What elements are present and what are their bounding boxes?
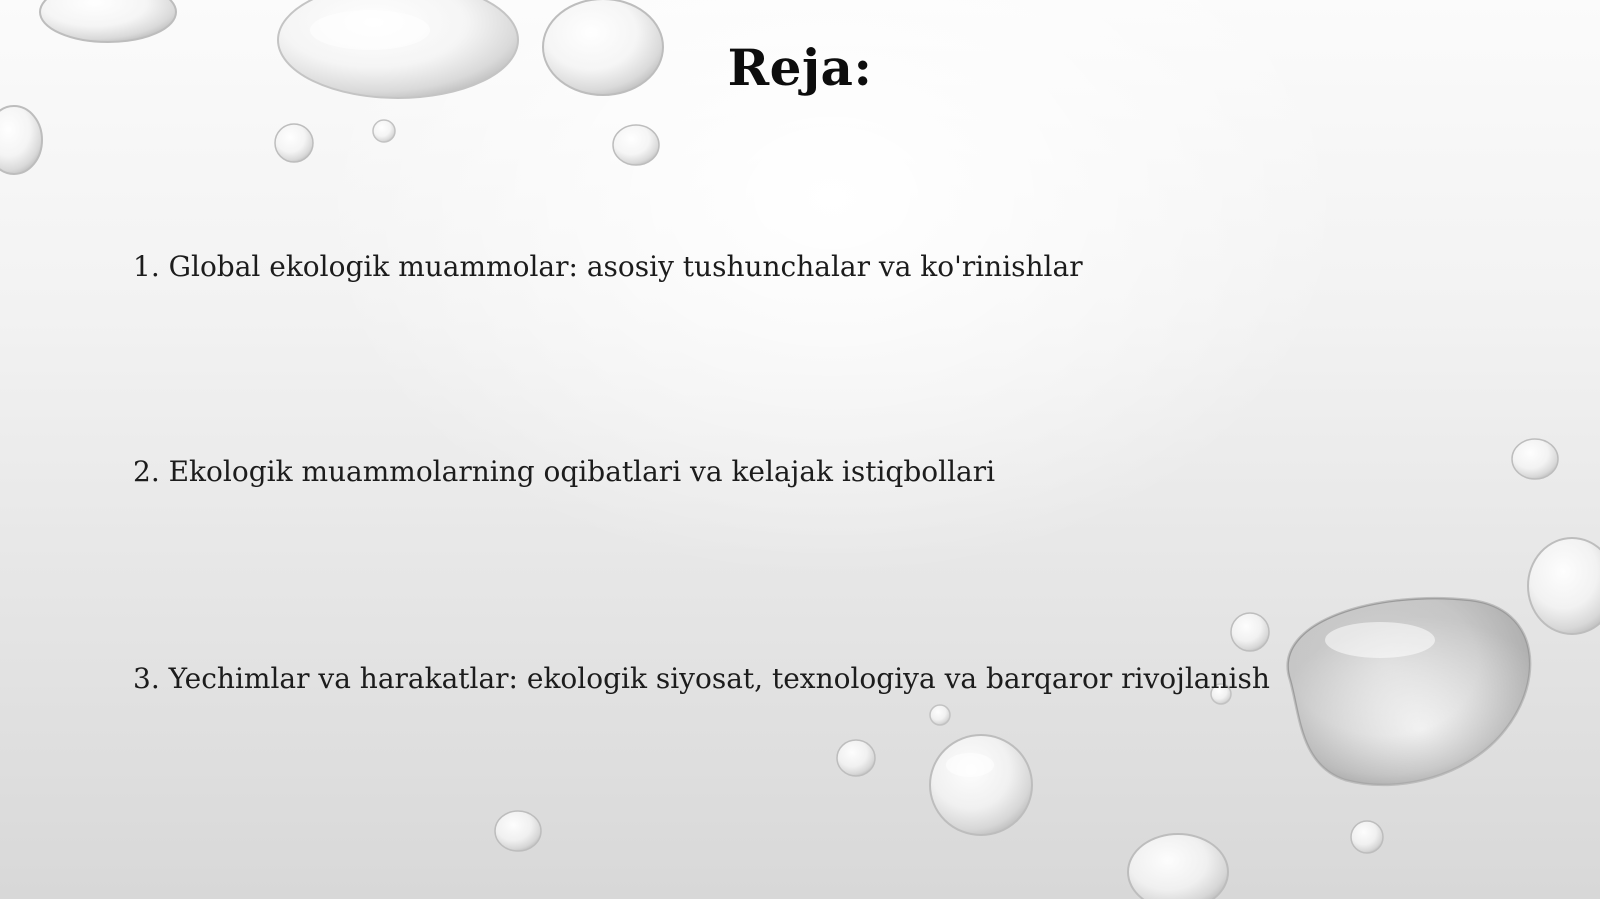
droplet-icon bbox=[495, 811, 541, 851]
droplet-icon bbox=[1528, 538, 1600, 634]
droplet-icon bbox=[1128, 834, 1228, 899]
plan-item-1: 1. Global ekologik muammolar: asosiy tushunchalar va ko'rinishlar bbox=[133, 250, 1083, 283]
plan-item-2: 2. Ekologik muammolarning oqibatlari va kelajak istiqbollari bbox=[133, 455, 996, 488]
droplet-icon bbox=[40, 0, 176, 42]
droplet-icon bbox=[1231, 613, 1269, 651]
droplet-icon bbox=[373, 120, 395, 142]
plan-item-3: 3. Yechimlar va harakatlar: ekologik siyosat, texnologiya va barqaror rivojlanish bbox=[133, 662, 1270, 695]
droplet-icon bbox=[930, 735, 1032, 835]
droplet-icon bbox=[1512, 439, 1558, 479]
slide-title: Reja: bbox=[727, 38, 873, 97]
droplet-icon bbox=[275, 124, 313, 162]
droplet-icon bbox=[930, 705, 950, 725]
droplet-icon bbox=[0, 106, 42, 174]
droplet-icon bbox=[613, 125, 659, 165]
droplet-icon bbox=[1351, 821, 1383, 853]
droplet-icon bbox=[837, 740, 875, 776]
droplet-icon bbox=[1288, 598, 1531, 785]
